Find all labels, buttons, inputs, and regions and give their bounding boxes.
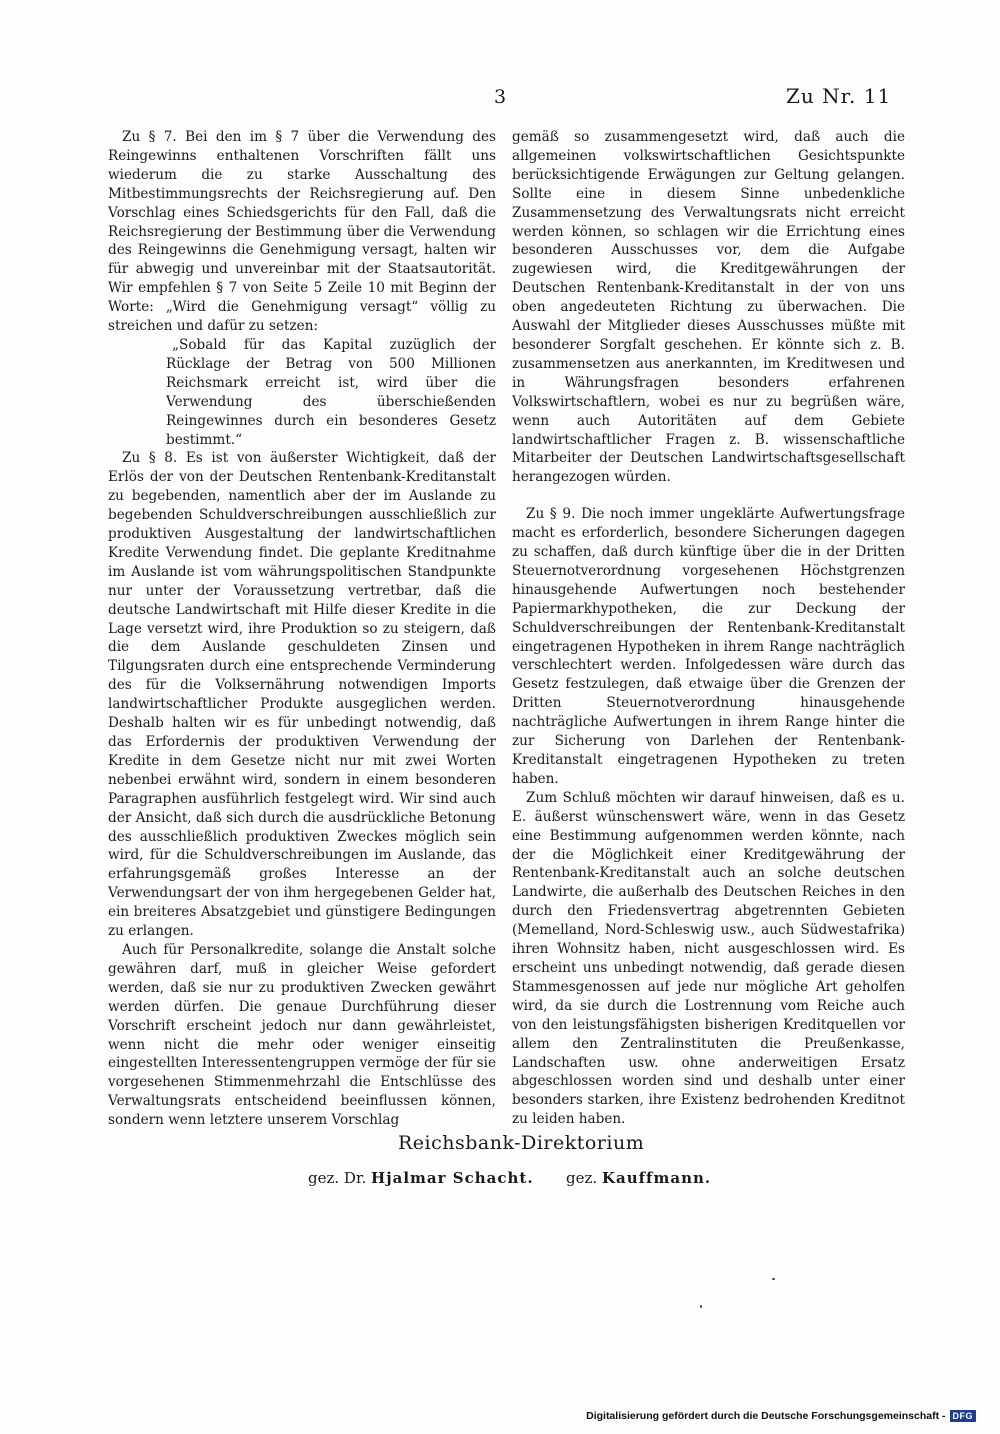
left-column [108, 128, 496, 1130]
signature-organization: Reichsbank-Direktorium [398, 1132, 645, 1154]
paragraph-personal-credits: Auch für Personalkredite, solange die Anstalt solche gewähren darf, muß in gleicher Weise gefordert werden, daß sie nur zu produktiven Zwecken gewährt werden dürfen. Die genaue Durchführung dieser Vorschrift erscheint jedoch nur dann gewährleistet, wenn nicht die mehr oder weniger einseitig eingestellten Interessentengruppen vermöge der für sie vorgesehenen Stimmenmehrzahl die Entschlüsse des Verwaltungsrats entscheidend beeinflussen können, sondern wenn letztere unserem Vorschlag [108, 941, 496, 1129]
signature-prefix: gez. [566, 1169, 598, 1187]
paragraph-section-8: Zu § 8. Es ist von äußerster Wichtigkeit, daß der Erlös der von der Deutschen Rentenbank-Kreditanstalt zu begebenden, namentlich aber der im Auslande zu begebenden Schuldverschreibungen ausschließlich zur produktiven Ausgestaltung der landwirtschaftlichen Kredite Verwendung findet. Die geplante Kreditnahme im Auslande ist vom währungspolitischen Standpunkte nur unter der Voraussetzung vertretbar, daß die deutsche Landwirtschaft mit Hilfe dieser Kredite in die Lage versetzt wird, ihre Produktion so zu steigern, daß die dem Auslande geschuldeten Zinsen und Tilgungsraten durch eine entsprechende Verminderung des für die Volksernährung notwendigen Imports landwirtschaftlicher Produkte ausgeglichen werden. Deshalb halten wir es für unbedingt notwendig, daß das Erfordernis der produktiven Verwendung der Kredite in dem Gesetze nicht nur mit zwei Worten nebenbei erwähnt wird, sondern in einem besonderen Paragraphen ausführlich festgelegt wird. Wir sind auch der Ansicht, daß sich durch die ausdrückliche Betonung des ausschließlich produktiven Zweckes möglich sein wird, für die Schuldverschreibungen im Auslande, das erfahrungsgemäß großes Interesse an der Verwendungsart der von ihm hergegebenen Gelder hat, ein breiteres Absatzgebiet und günstigere Bedingungen zu erlangen. [108, 450, 496, 940]
footer-text: Digitalisierung gefördert durch die Deutsche Forschungsgemeinschaft - [586, 1410, 946, 1422]
signature-kauffmann [566, 1169, 711, 1187]
signatory-name: Hjalmar Schacht. [371, 1169, 534, 1187]
paragraph-continuation: gemäß so zusammengesetzt wird, daß auch die allgemeinen volkswirtschaftlichen Gesichtspunkte berücksichtigende Erwägungen zur Geltung gelangen. Sollte eine in diesem Sinne unbedenkliche Zusammensetzung des Verwaltungsrats nicht erreicht werden können, so schlagen wir die Errichtung eines besonderen Ausschusses vor, dem die Aufgabe zugewiesen wird, die Kreditgewährungen der Deutschen Rentenbank-Kreditanstalt in der von uns oben angedeuteten Richtung zu überwachen. Die Auswahl der Mitglieder dieses Ausschusses müßte mit besonderer Sorgfalt geschehen. Er könnte sich z. B. zusammensetzen aus anerkannten, im Kreditwesen und in Währungsfragen besonders erfahrenen Volkswirtschaftlern, wobei es nur zu begrüßen wäre, wenn auch Autoritäten auf dem Gebiete landwirtschaftlicher Fragen z. B. wissenschaftliche Mitarbeiter der Deutschen Landwirtschaftsgesellschaft herangezogen würden. [512, 129, 905, 486]
signature-schacht [308, 1169, 534, 1187]
document-reference: Zu Nr. 11 [786, 84, 892, 108]
signatory-name: Kauffmann. [601, 1169, 712, 1187]
paragraph-section-9: Zu § 9. Die noch immer ungeklärte Aufwertungsfrage macht es erforderlich, besondere Sicherungen dagegen zu schaffen, daß durch künftige über die in der Dritten Steuernotverordnung vorgesehenen Höchstgrenzen hinausgehende Aufwertungen noch bestehender Papiermarkhypotheken, die zur Deckung der Schuldverschreibungen der Rentenbank-Kreditanstalt eingetragenen Hypotheken in ihrem Range nachträglich verschlechtert werden. Infolgedessen wäre durch das Gesetz festzulegen, daß etwaige über die Grenzen der Dritten Steuernotverordnung hinausgehende nachträgliche Aufwertungen in ihrem Range hinter die zur Sicherung von Darlehen der Rentenbank-Kreditanstalt eingetragenen Hypotheken zu treten haben. [512, 506, 905, 787]
paragraph-section-7: Zu § 7. Bei den im § 7 über die Verwendung des Reingewinns enthaltenen Vorschriften fällt uns wiederum die zu starke Ausschaltung des Mitbestimmungsrechts der Reichsregierung auf. Den Vorschlag eines Schiedsgerichts für den Fall, daß die Reichsregierung der Bestimmung über die Verwendung des Reingewinns die Genehmigung versagt, halten wir für abwegig und unvereinbar mit der Staatsautorität. Wir empfehlen § 7 von Seite 5 Zeile 10 mit Beginn der Worte: „Wird die Genehmigung versagt“ völlig zu streichen und dafür zu setzen: [108, 129, 496, 335]
dfg-logo: DFG [950, 1410, 977, 1422]
scan-speck [700, 1305, 702, 1308]
quote-paragraph: „Sobald für das Kapital zuzüglich der Rücklage der Betrag von 500 Millionen Reichsmark erreicht ist, wird über die Verwendung des überschießenden Reingewinnes durch ein besonderes Gesetz bestimmt.“ [166, 336, 496, 448]
paragraph-conclusion: Zum Schluß möchten wir darauf hinweisen, daß es u. E. äußerst wünschenswert wäre, wenn in das Gesetz eine Bestimmung aufgenommen werden könnte, nach der die Möglichkeit einer Kreditgewährung der Rentenbank-Kreditanstalt auch an solche deutschen Landwirte, die außerhalb des Deutschen Reiches in den durch den Friedensvertrag abgetrennten Gebieten (Memelland, Nord-Schleswig usw., auch Südwestafrika) ihren Wohnsitz haben, nicht ausgeschlossen wird. Es erscheint uns unbedingt notwendig, daß gerade diesen Stammesgenossen auf jede nur mögliche Art geholfen wird, da sie durch die Lostrennung vom Reiche auch von den leistungsfähigsten bisherigen Kreditquellen vor allem den Zentralinstituten die Preußenkasse, Landschaften usw. ohne anderweitigen Ersatz abgeschlossen worden sind und deshalb unter einer besonders starken, ihre Existenz bedrohenden Kreditnot zu leiden haben. [512, 789, 905, 1128]
right-column [512, 128, 905, 1129]
footer [586, 1410, 976, 1422]
signature-prefix: gez. Dr. [308, 1169, 367, 1187]
scan-speck [772, 1278, 775, 1280]
page-number: 3 [494, 86, 507, 108]
